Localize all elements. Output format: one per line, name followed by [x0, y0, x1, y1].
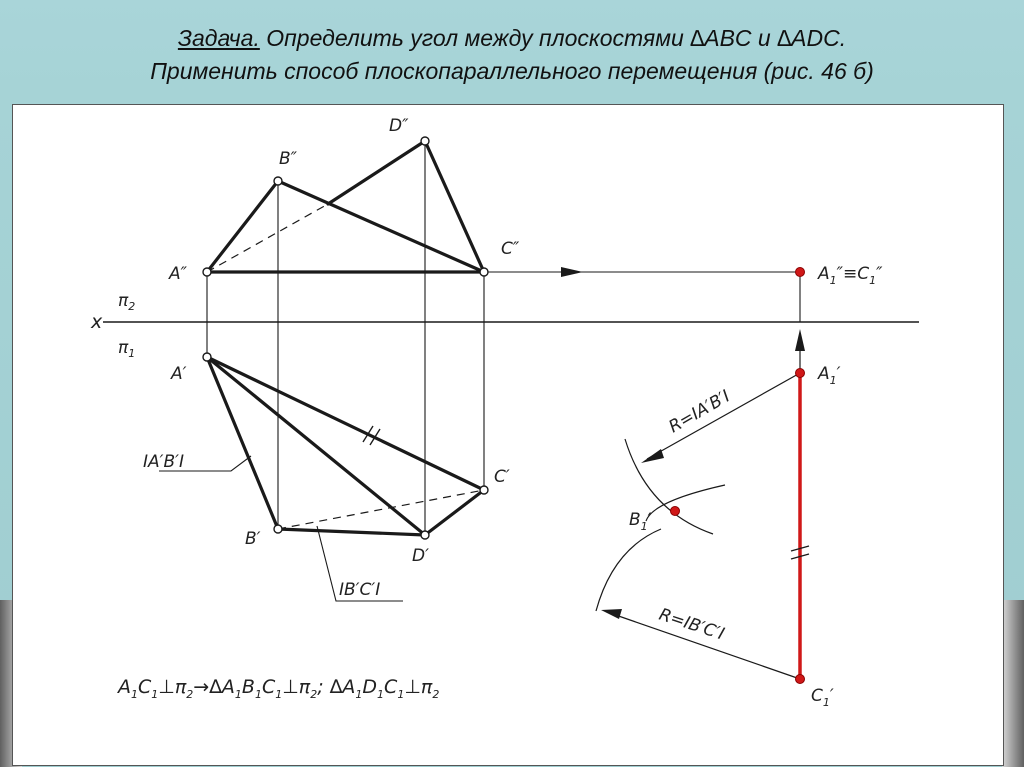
hidden-edge-a2-d2 — [207, 204, 328, 272]
label-a1: A′ — [171, 364, 187, 384]
title-line-1 — [0, 22, 1024, 55]
rotation-formula: $A_1C_1\perp\pi_2\to\Delta A_1B_1C_1\perp\pi_2$; $\Delta A_1D_1C_1\perp\pi_2$ — [118, 676, 440, 701]
slide-edge-right — [1002, 600, 1024, 767]
label-a2: A″ — [169, 264, 187, 284]
edge-b2-c2 — [278, 181, 484, 272]
label-b2: B″ — [279, 149, 298, 169]
label-pi1: $\pi_1$ — [118, 338, 136, 360]
point-a1c1-frontal — [796, 268, 805, 277]
hidden-edge-b1-c1 — [278, 490, 484, 529]
edge-d2-c2 — [425, 141, 484, 272]
point-b1-new — [671, 507, 680, 516]
descriptive-geometry-drawing — [13, 105, 1003, 765]
edge-a2-b2 — [207, 181, 278, 272]
edge-b1-d1 — [278, 529, 425, 535]
radius-arrow-ab — [641, 449, 664, 463]
points-open — [203, 137, 488, 539]
frontal-projection — [207, 141, 484, 272]
transfer-arrow-up — [795, 329, 805, 351]
label-true-length-bc: IB′C′I — [339, 580, 381, 600]
point-c2 — [480, 268, 488, 276]
task-label: Задача. — [177, 25, 260, 51]
label-a1c1-frontal: $A_1''\equiv C_1''$ — [818, 264, 883, 287]
label-radius-bc: R=IB′C′I — [656, 604, 727, 645]
label-pi2: $\pi_2$ — [118, 291, 136, 313]
label-a1-new: $A_1'$ — [818, 364, 841, 387]
label-c1: C′ — [494, 467, 510, 487]
point-a1 — [203, 353, 211, 361]
label-d2: D″ — [389, 116, 409, 136]
point-d2 — [421, 137, 429, 145]
arc-radius-bc — [646, 485, 725, 521]
label-x-axis: x — [91, 311, 103, 333]
drawing-sheet — [12, 104, 1004, 766]
point-c1 — [480, 486, 488, 494]
edge-c2-d2-part — [328, 141, 425, 204]
label-radius-ab: R=IA′B′I — [665, 386, 734, 438]
radius-line-ab — [647, 373, 800, 459]
radius-arrow-bc — [601, 609, 622, 619]
task-statement: Определить угол между плоскостями ∆ABC и ∆ADC. — [259, 25, 847, 51]
point-b1 — [274, 525, 282, 533]
label-b1: B′ — [245, 529, 261, 549]
edge-a1-b1 — [207, 357, 278, 529]
label-c1-new: $C_1'$ — [811, 686, 834, 709]
label-true-length-ab: IA′B′I — [143, 452, 185, 472]
horizontal-projection — [207, 357, 484, 535]
point-a1-new — [796, 369, 805, 378]
drawing-content — [90, 116, 919, 709]
label-d1: D′ — [412, 546, 429, 566]
label-c2: C″ — [501, 239, 520, 259]
point-a2 — [203, 268, 211, 276]
point-d1 — [421, 531, 429, 539]
edge-d1-c1 — [425, 490, 484, 535]
label-b1-new: $B_1'$ — [629, 510, 652, 533]
point-c1-new — [796, 675, 805, 684]
title-line-2: Применить способ плоскопараллельного перемещения (рис. 46 б) — [150, 58, 874, 84]
point-b2 — [274, 177, 282, 185]
arc-outer-bc — [596, 529, 661, 611]
task-title — [0, 22, 1024, 88]
transfer-arrow-right — [561, 267, 583, 277]
